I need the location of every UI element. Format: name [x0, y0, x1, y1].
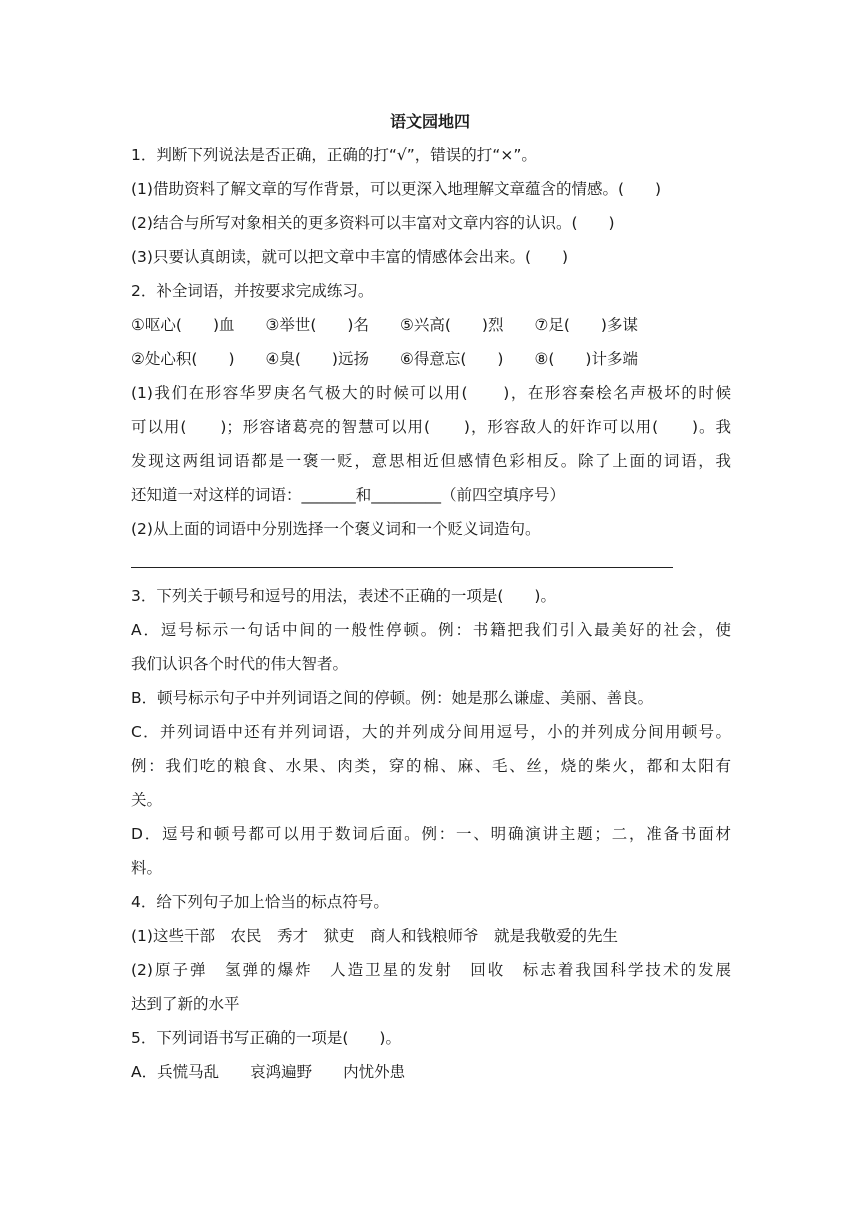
q3-stem: 3．下列关于顿号和逗号的用法，表述不正确的一项是( )。 — [131, 587, 556, 605]
q3-option-c-line-1: C．并列词语中还有并列词语，大的并列成分间用逗号，小的并列成分间用顿号。 — [131, 723, 731, 741]
q4-sentence-2-line-2: 达到了新的水平 — [131, 995, 240, 1013]
q3-option-a-line-1: A．逗号标示一句话中间的一般性停顿。例：书籍把我们引入最美好的社会，使 — [131, 621, 731, 639]
q3-option-d-line-2: 料。 — [131, 859, 163, 877]
q1-stem: 1．判断下列说法是否正确，正确的打“√”，错误的打“×”。 — [131, 146, 537, 164]
q5-option-a: A．兵慌马乱 哀鸿遍野 内忧外患 — [131, 1063, 406, 1081]
q3-option-d-line-1: D．逗号和顿号都可以用于数词后面。例：一、明确演讲主题；二，准备书面材 — [131, 825, 731, 843]
q1-item-1: (1)借助资料了解文章的写作背景，可以更深入地理解文章蕴含的情感。( ) — [131, 180, 662, 198]
q1-item-3: (3)只要认真朗读，就可以把文章中丰富的情感体会出来。( ) — [131, 248, 569, 266]
q2-part-1-line-4: 还知道一对这样的词语：_______和_________（前四空填序号） — [131, 486, 566, 504]
q3-option-c-line-2: 例：我们吃的粮食、水果、肉类，穿的棉、麻、毛、丝，烧的柴火，都和太阳有 — [131, 757, 731, 775]
q3-option-a-line-2: 我们认识各个时代的伟大智者。 — [131, 655, 349, 673]
q4-stem: 4．给下列句子加上恰当的标点符号。 — [131, 893, 389, 911]
q2-part-1-line-3: 发现这两组词语都是一褒一贬，意思相近但感情色彩相反。除了上面的词语，我 — [131, 452, 731, 470]
q4-sentence-2-line-1: (2)原子弹 氢弹的爆炸 人造卫星的发射 回收 标志着我国科学技术的发展 — [131, 961, 731, 979]
q3-option-c-line-3: 关。 — [131, 791, 163, 809]
answer-line — [131, 567, 673, 568]
q5-stem: 5．下列词语书写正确的一项是( )。 — [131, 1029, 401, 1047]
q3-option-b: B．顿号标示句子中并列词语之间的停顿。例：她是那么谦虚、美丽、善良。 — [131, 689, 654, 707]
q2-stem: 2．补全词语，并按要求完成练习。 — [131, 282, 374, 300]
q2-words-row-1: ①呕心( )血 ③举世( )名 ⑤兴高( )烈 ⑦足( )多谋 — [131, 316, 638, 334]
q4-sentence-1: (1)这些干部 农民 秀才 狱吏 商人和钱粮师爷 就是我敬爱的先生 — [131, 927, 618, 945]
q2-part-2: (2)从上面的词语中分别选择一个褒义词和一个贬义词造句。 — [131, 520, 541, 538]
page-title: 语文园地四 — [389, 112, 470, 131]
q2-words-row-2: ②处心积( ) ④臭( )远扬 ⑥得意忘( ) ⑧( )计多端 — [131, 350, 638, 368]
q1-item-2: (2)结合与所写对象相关的更多资料可以丰富对文章内容的认识。( ) — [131, 214, 615, 232]
q2-part-1-line-1: (1)我们在形容华罗庚名气极大的时候可以用( )，在形容秦桧名声极坏的时候 — [131, 384, 731, 402]
q2-part-1-line-2: 可以用( )；形容诸葛亮的智慧可以用( )，形容敌人的奸诈可以用( )。我 — [131, 418, 731, 436]
